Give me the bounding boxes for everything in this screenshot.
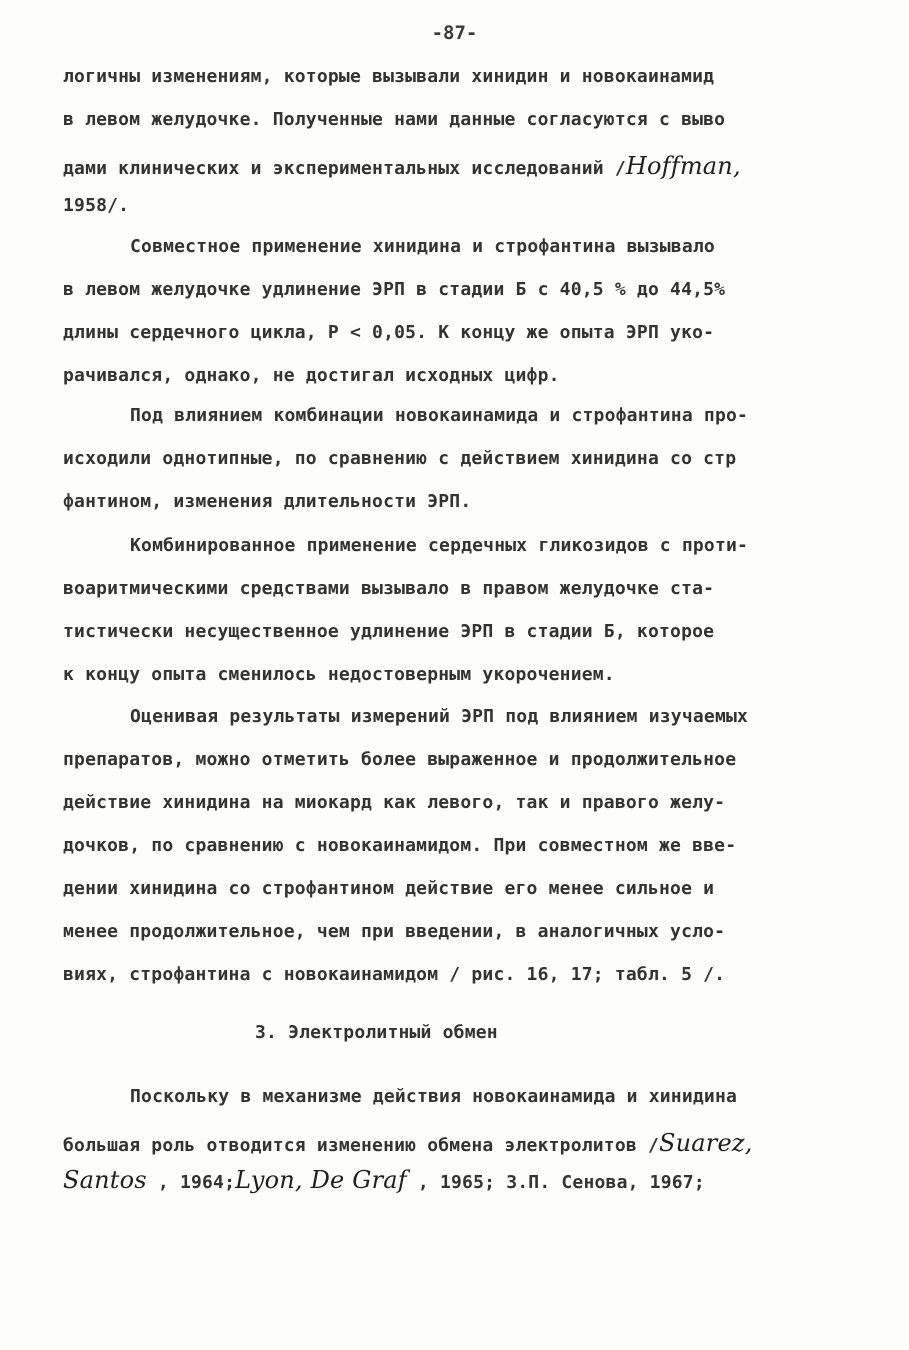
text-line: в левом желудочке. Полученные нами данные согласуются с выво bbox=[63, 109, 726, 130]
text-line: Комбинированное применение сердечных гликозидов с проти- bbox=[130, 535, 749, 556]
text-line: 1958/. bbox=[63, 195, 130, 216]
text-line: виях, строфантина с новокаинамидом / рис. 16, 17; табл. 5 /. bbox=[63, 964, 726, 985]
text-line: Поскольку в механизме действия новокаинамида и хинидина bbox=[130, 1086, 738, 1107]
handwritten-author: Suarez, bbox=[659, 1129, 753, 1157]
text-line: Под влиянием комбинации новокаинамида и строфантина про- bbox=[130, 405, 749, 426]
text-line: менее продолжительное, чем при введении, в аналогичных усло- bbox=[63, 921, 726, 942]
text-segment: большая роль отводится изменению обмена электролитов / bbox=[63, 1135, 659, 1156]
text-line: тистически несущественное удлинение ЭРП в стадии Б, которое bbox=[63, 621, 715, 642]
text-line: Оценивая результаты измерений ЭРП под влиянием изучаемых bbox=[130, 706, 749, 727]
section-heading: 3. Электролитный обмен bbox=[255, 1022, 498, 1043]
handwritten-author: Santos bbox=[63, 1166, 147, 1194]
text-line: длины сердечного цикла, Р < 0,05. К концу же опыта ЭРП уко- bbox=[63, 322, 715, 343]
text-line bbox=[63, 1166, 869, 1194]
text-line: дочков, по сравнению с новокаинамидом. При совместном же вве- bbox=[63, 835, 737, 856]
text-line: к концу опыта сменилось недостоверным укорочением. bbox=[63, 664, 615, 685]
text-line: воаритмическими средствами вызывало в правом желудочке ста- bbox=[63, 578, 715, 599]
text-line: препаратов, можно отметить более выраженное и продолжительное bbox=[63, 749, 737, 770]
text-line bbox=[63, 1129, 869, 1157]
text-segment: , 1964; bbox=[146, 1172, 236, 1193]
handwritten-author: Hoffman, bbox=[625, 152, 741, 180]
text-line: рачивался, однако, не достигал исходных цифр. bbox=[63, 365, 560, 386]
text-segment: дами клинических и экспериментальных исследований / bbox=[63, 158, 626, 179]
text-segment: , 1965; З.П. Сенова, 1967; bbox=[406, 1172, 705, 1193]
handwritten-author: Lyon, De Graf bbox=[235, 1166, 407, 1194]
text-line: фантином, изменения длительности ЭРП. bbox=[63, 491, 472, 512]
text-line: действие хинидина на миокард как левого, так и правого желу- bbox=[63, 792, 726, 813]
text-line: логичны изменениям, которые вызывали хинидин и новокаинамид bbox=[63, 66, 715, 87]
text-line: Совместное применение хинидина и строфантина вызывало bbox=[130, 236, 715, 257]
text-line: исходили однотипные, по сравнению с действием хинидина со стр bbox=[63, 448, 737, 469]
page-number: -87- bbox=[431, 22, 478, 44]
text-line: дении хинидина со строфантином действие его менее сильное и bbox=[63, 878, 715, 899]
text-line bbox=[63, 152, 869, 180]
text-line: в левом желудочке удлинение ЭРП в стадии Б с 40,5 % до 44,5% bbox=[63, 279, 726, 300]
